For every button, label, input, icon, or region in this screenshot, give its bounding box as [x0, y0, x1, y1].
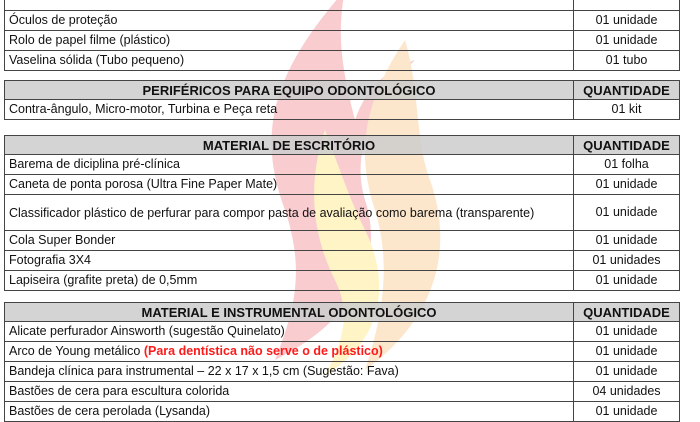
- section-title: MATERIAL E INSTRUMENTAL ODONTOLÓGICO: [5, 303, 574, 322]
- item-cell: Bastões de cera para escultura colorida: [5, 382, 574, 402]
- qty-cell: 01 unidade: [574, 11, 680, 31]
- item-cell: Bastões de cera perolada (Lysanda): [5, 402, 574, 422]
- table-header-row: [5, 136, 680, 155]
- item-cell: Fotografia 3X4: [5, 251, 574, 271]
- table-row: [5, 382, 680, 402]
- qty-header: QUANTIDADE: [574, 81, 680, 100]
- table-row: [5, 51, 680, 71]
- qty-cell: 01 unidade: [574, 31, 680, 51]
- table-row: [5, 231, 680, 251]
- item-cell: [5, 0, 574, 11]
- item-cell: Contra-ângulo, Micro-motor, Turbina e Peça reta: [5, 100, 574, 120]
- item-cell: Bandeja clínica para instrumental – 22 x 17 x 1,5 cm (Sugestão: Fava): [5, 362, 574, 382]
- table-row: [5, 362, 680, 382]
- qty-header: QUANTIDADE: [574, 136, 680, 155]
- table-row: [5, 175, 680, 195]
- qty-cell: 04 unidades: [574, 382, 680, 402]
- table-top-items: [4, 0, 680, 71]
- qty-cell: 01 unidade: [574, 362, 680, 382]
- item-text: Arco de Young metálico: [9, 344, 141, 358]
- qty-cell: 01 kit: [574, 100, 680, 120]
- section-title: MATERIAL DE ESCRITÓRIO: [5, 136, 574, 155]
- item-cell: Rolo de papel filme (plástico): [5, 31, 574, 51]
- table-instrumental: [4, 302, 680, 422]
- table-header-row: [5, 303, 680, 322]
- item-cell: Óculos de proteção: [5, 11, 574, 31]
- qty-cell: 01 unidade: [574, 322, 680, 342]
- table-row: [5, 195, 680, 231]
- table-row: [5, 100, 680, 120]
- item-cell: Alicate perfurador Ainsworth (sugestão Quinelato): [5, 322, 574, 342]
- table-escritorio: [4, 135, 680, 291]
- table-row: [5, 402, 680, 422]
- table-row: [5, 251, 680, 271]
- item-cell: Cola Super Bonder: [5, 231, 574, 251]
- table-row: [5, 11, 680, 31]
- qty-cell: 01 unidade: [574, 231, 680, 251]
- table-row: [5, 155, 680, 175]
- item-cell: [5, 342, 574, 362]
- table-row: [5, 0, 680, 11]
- table-row: [5, 31, 680, 51]
- qty-cell: 01 folha: [574, 155, 680, 175]
- qty-header: QUANTIDADE: [574, 303, 680, 322]
- table-perifericos: [4, 80, 680, 120]
- qty-cell: 01 tubo: [574, 51, 680, 71]
- qty-cell: 01 unidade: [574, 271, 680, 291]
- section-title: PERIFÉRICOS PARA EQUIPO ODONTOLÓGICO: [5, 81, 574, 100]
- item-cell: Lapiseira (grafite preta) de 0,5mm: [5, 271, 574, 291]
- table-row: [5, 322, 680, 342]
- warning-note: (Para dentística não serve o de plástico): [143, 344, 383, 358]
- table-header-row: [5, 81, 680, 100]
- item-cell: Vaselina sólida (Tubo pequeno): [5, 51, 574, 71]
- qty-cell: [574, 0, 680, 11]
- qty-cell: 01 unidade: [574, 342, 680, 362]
- qty-cell: 01 unidade: [574, 402, 680, 422]
- item-cell: Caneta de ponta porosa (Ultra Fine Paper Mate): [5, 175, 574, 195]
- qty-cell: 01 unidade: [574, 175, 680, 195]
- item-cell: Barema de diciplina pré-clínica: [5, 155, 574, 175]
- table-row: [5, 342, 680, 362]
- table-row: [5, 271, 680, 291]
- qty-cell: 01 unidade: [574, 195, 680, 231]
- item-cell: Classificador plástico de perfurar para compor pasta de avaliação como barema (transparente): [5, 195, 574, 231]
- qty-cell: 01 unidades: [574, 251, 680, 271]
